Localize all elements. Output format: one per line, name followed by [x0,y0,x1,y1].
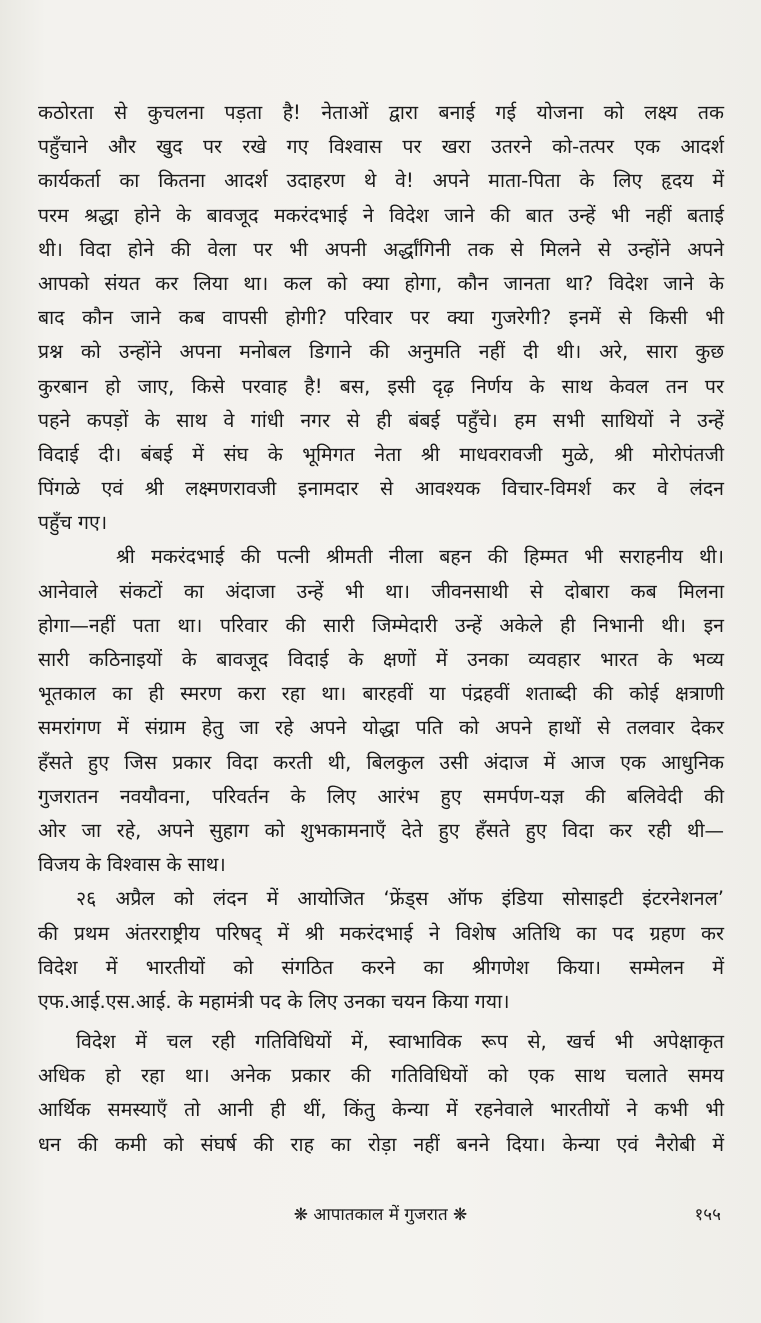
text-line: आपको संयत कर लिया था। कल को क्या होगा, कौन जानता था? विदेश जाने के [38,271,724,295]
paragraph-4 [38,1025,724,1162]
text-line: अधिक हो रहा था। अनेक प्रकार की गतिविधियों को एक साथ चलाते समय [38,1064,724,1088]
text-line: श्री मकरंदभाई की पत्नी श्रीमती नीला बहन की हिम्मत भी सराहनीय थी। [116,545,724,569]
text-line: बाद कौन जाने कब वापसी होगी? परिवार पर क्या गुजरेगी? इनमें से किसी भी [38,306,724,330]
text-line: आर्थिक समस्याएँ तो आनी ही थीं, किंतु केन्या में रहनेवाले भारतीयों ने कभी भी [38,1098,724,1122]
text-line: प्रश्न को उन्होंने अपना मनोबल डिगाने की अनुमति नहीं दी थी। अरे, सारा कुछ [38,340,724,364]
text-line: पिंगळे एवं श्री लक्ष्मणरावजी इनामदार से आवश्यक विचार-विमर्श कर वे लंदन [38,477,724,501]
body-text [38,96,724,1162]
text-line: कुरबान हो जाए, किसे परवाह है! बस, इसी दृढ़ निर्णय के साथ केवल तन पर [38,374,724,398]
text-line: कार्यकर्ता का कितना आदर्श उदाहरण थे वे! अपने माता-पिता के लिए हृदय में [38,169,724,193]
text-line: पहुँचाने और खुद पर रखे गए विश्वास पर खरा उतरने को-तत्पर एक आदर्श [38,135,724,159]
text-line: ओर जा रहे, अपने सुहाग को शुभकामनाएँ देते हुए हँसते हुए विदा कर रही थी— [38,818,724,842]
text-line: होगा—नहीं पता था। परिवार की सारी जिम्मेदारी उन्हें अकेले ही निभानी थी। इन [38,613,724,637]
text-line: आनेवाले संकटों का अंदाजा उन्हें भी था। जीवनसाथी से दोबारा कब मिलना [38,579,724,603]
paragraph-3 [38,882,724,1019]
text-line: गुजरातन नवयौवना, परिवर्तन के लिए आरंभ हुए समर्पण-यज्ञ की बलिवेदी की [38,784,724,808]
paragraph-2 [38,540,724,882]
text-line: की प्रथम अंतरराष्ट्रीय परिषद् में श्री मकरंदभाई ने विशेष अतिथि का पद ग्रहण कर [38,921,724,945]
text-line: परम श्रद्धा होने के बावजूद मकरंदभाई ने विदेश जाने की बात उन्हें भी नहीं बताई [38,203,724,227]
text-line: कठोरता से कुचलना पड़ता है! नेताओं द्वारा बनाई गई योजना को लक्ष्य तक [38,101,724,124]
text-line: २६ अप्रैल को लंदन में आयोजित ‘फ्रेंड्स ऑफ इंडिया सोसाइटी इंटरनेशनल’ [76,887,724,911]
text-line: भूतकाल का ही स्मरण करा रहा था। बारहवीं या पंद्रहवीं शताब्दी की कोई क्षत्राणी [38,682,724,706]
text-line: धन की कमी को संघर्ष की राह का रोड़ा नहीं बनने दिया। केन्या एवं नैरोबी में [38,1132,724,1156]
text-line: विजय के विश्वास के साथ। [38,853,226,877]
text-line: विदेश में भारतीयों को संगठित करने का श्रीगणेश किया। सम्मेलन में [38,955,724,979]
text-line: सारी कठिनाइयों के बावजूद विदाई के क्षणों में उनका व्यवहार भारत के भव्य [38,648,724,671]
text-line: थी। विदा होने की वेला पर भी अपनी अर्द्धांगिनी तक से मिलने से उन्होंने अपने [38,237,724,261]
text-line: विदेश में चल रही गतिविधियों में, स्वाभाविक रूप से, खर्च भी अपेक्षाकृत [76,1030,724,1054]
text-line: विदाई दी। बंबई में संघ के भूमिगत नेता श्री माधवरावजी मुळे, श्री मोरोपंतजी [38,442,724,466]
running-title: ❋ आपातकाल में गुजरात ❋ [293,1205,468,1225]
text-line: पहुँच गए। [38,511,108,535]
text-line: समरांगण में संग्राम हेतु जा रहे अपने योद्धा पति को अपने हाथों से तलवार देकर [38,716,724,740]
text-line: हँसते हुए जिस प्रकार विदा करती थी, बिलकुल उसी अंदाज में आज एक आधुनिक [38,750,724,774]
text-line: एफ.आई.एस.आई. के महामंत्री पद के लिए उनका चयन किया गया। [38,989,510,1013]
page-number: १५५ [694,1205,721,1225]
text-line: पहने कपड़ों के साथ वे गांधी नगर से ही बंबई पहुँचे। हम सभी साथियों ने उन्हें [38,408,724,432]
paragraph-1 [38,96,724,540]
